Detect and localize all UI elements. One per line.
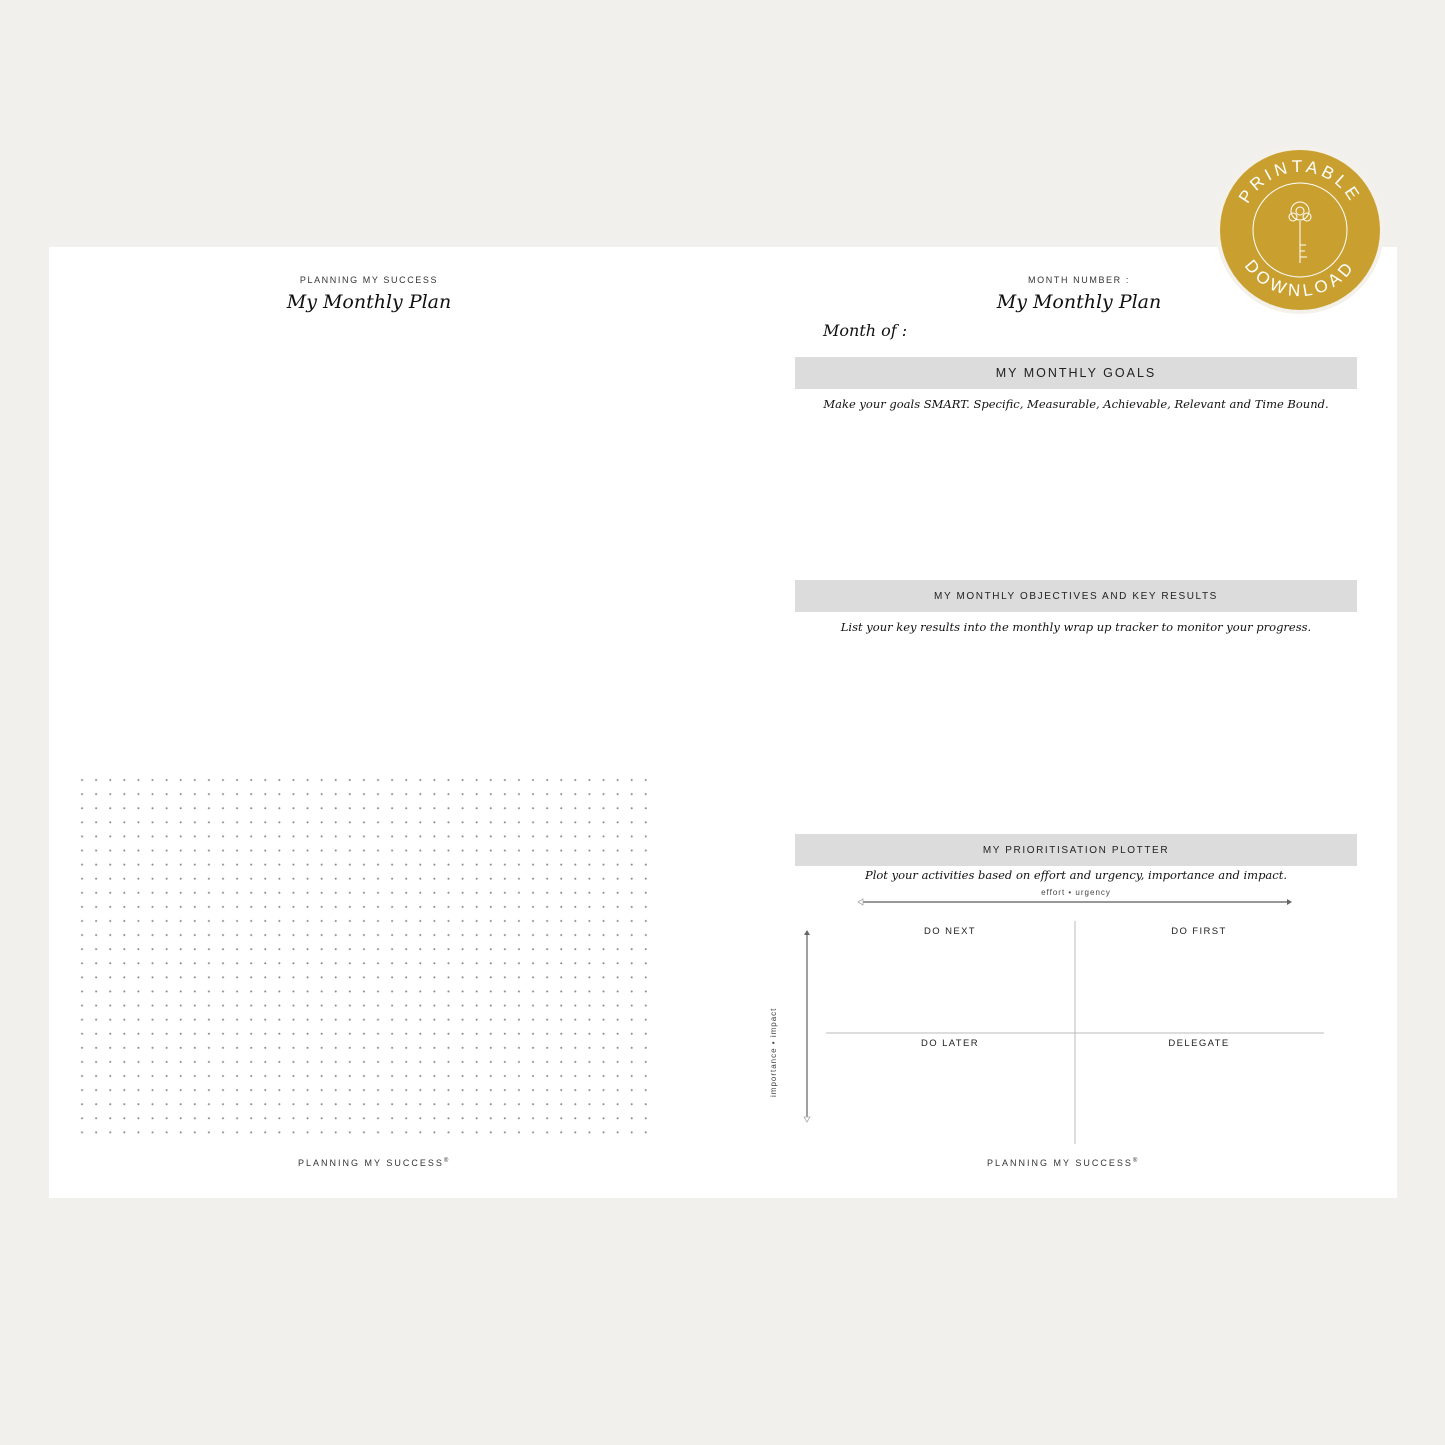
month-number-label: MONTH NUMBER : — [1028, 275, 1130, 285]
x-axis-arrowtail — [858, 899, 863, 905]
planner-spread — [49, 247, 1397, 1198]
left-footer-mark: ® — [443, 1158, 449, 1164]
plotter-hint: Plot your activities based on effort and urgency, importance and impact. — [864, 868, 1288, 882]
printable-download-badge — [1215, 145, 1385, 315]
prioritisation-plotter — [739, 247, 1397, 1198]
y-axis-arrowhead — [804, 930, 810, 935]
left-page — [49, 247, 709, 1198]
x-axis-arrowhead — [1287, 899, 1292, 905]
right-page-title: My Monthly Plan — [996, 291, 1162, 313]
left-page-footer — [298, 1158, 448, 1168]
okr-hint: List your key results into the monthly wrap up tracker to monitor your progress. — [840, 620, 1312, 634]
goals-heading: MY MONTHLY GOALS — [795, 357, 1357, 389]
right-page-footer — [987, 1158, 1137, 1168]
quadrant-do-first: DO FIRST — [1171, 926, 1227, 937]
dot-grid — [75, 773, 653, 1138]
left-footer-text: PLANNING MY SUCCESS — [298, 1158, 444, 1168]
left-page-title: My Monthly Plan — [286, 291, 452, 313]
badge-top-text: PRINTABLE — [1234, 156, 1366, 207]
badge-bottom-text: DOWNLOAD — [1240, 256, 1360, 301]
plotter-heading: MY PRIORITISATION PLOTTER — [795, 834, 1357, 866]
goals-hint: Make your goals SMART. Specific, Measurable, Achievable, Relevant and Time Bound. — [823, 397, 1329, 411]
left-page-kicker: PLANNING MY SUCCESS — [299, 275, 439, 285]
quadrant-do-later: DO LATER — [920, 1038, 979, 1049]
quadrant-do-next: DO NEXT — [923, 926, 977, 937]
okr-heading: MY MONTHLY OBJECTIVES AND KEY RESULTS — [795, 580, 1357, 612]
y-axis-arrowtail — [804, 1117, 810, 1122]
x-axis-label: effort • urgency — [1041, 888, 1111, 897]
quadrant-delegate: DELEGATE — [1168, 1038, 1230, 1049]
right-footer-text: PLANNING MY SUCCESS — [987, 1158, 1133, 1168]
y-axis-label: importance • impact — [769, 1007, 778, 1097]
right-page — [739, 247, 1397, 1198]
right-footer-mark: ® — [1132, 1158, 1138, 1164]
month-of-label: Month of : — [823, 321, 908, 340]
